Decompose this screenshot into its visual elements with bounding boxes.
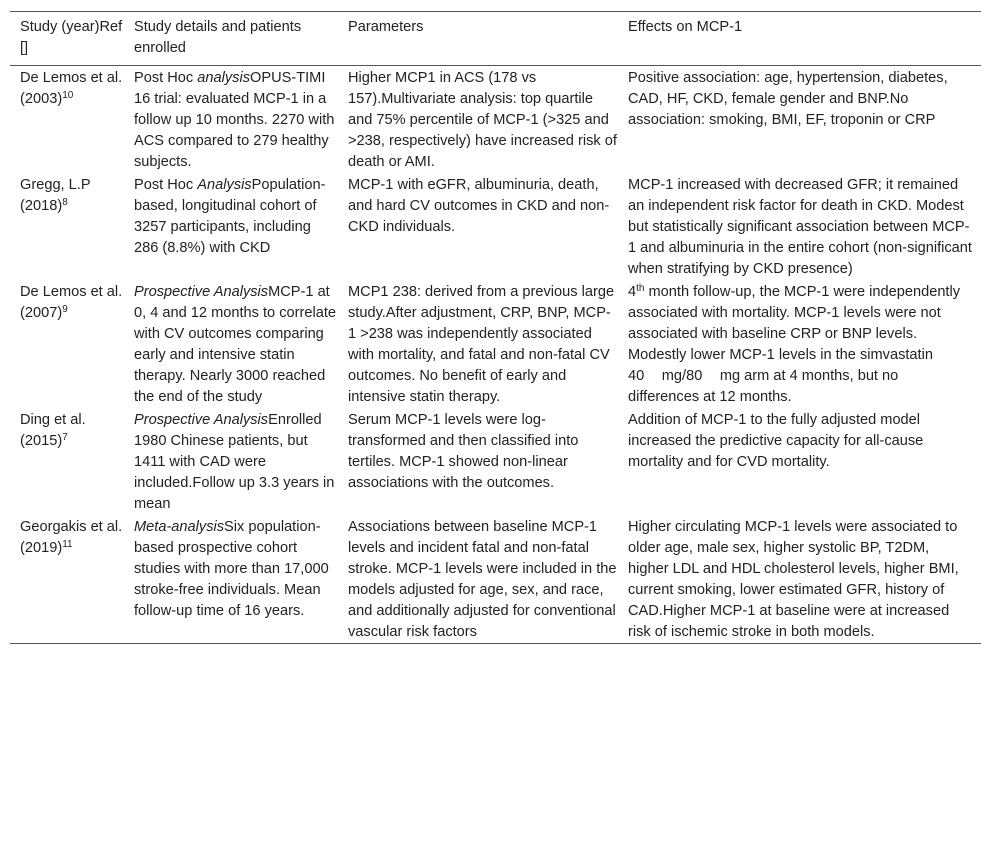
study-name: De Lemos et al. xyxy=(20,70,123,86)
details-text: Population-based, longitudinal cohort of 3257 participants, including 286 (8.8%) with CKD xyxy=(134,177,326,256)
details-text: Six population-based prospective cohort studies with more than 17,000 stroke-free individuals. Mean follow-up time of 16 years. xyxy=(134,519,329,619)
details-text: Enrolled 1980 Chinese patients, but 1411 with CAD were included.Follow up 3.3 years in mean xyxy=(134,412,335,512)
study-year: (2003) xyxy=(20,91,63,107)
details-cell xyxy=(134,515,348,644)
study-year: (2007) xyxy=(20,305,63,321)
study-name: Ding et al. xyxy=(20,412,86,428)
study-cell xyxy=(10,515,134,644)
details-text: MCP-1 at 0, 4 and 12 months to correlate with CV outcomes comparing early and intensive statin therapy. Nearly 3000 reached the end of the study xyxy=(134,284,337,405)
table-row xyxy=(10,173,981,280)
table-row xyxy=(10,408,981,515)
parameters-cell: Serum MCP-1 levels were log-transformed and then classified into tertiles. MCP-1 showed non-linear associations with the outcomes. xyxy=(348,412,579,491)
details-type-italic: analysis xyxy=(197,70,250,86)
study-name: De Lemos et al. xyxy=(20,284,123,300)
study-cell xyxy=(10,280,134,408)
study-name: Georgakis et al. xyxy=(20,519,123,535)
effects-cell: Positive association: age, hypertension, diabetes, CAD, HF, CKD, female gender and BNP.No association: smoking, BMI, EF, troponin or CRP xyxy=(628,70,948,128)
details-type: Post Hoc xyxy=(134,70,198,86)
details-type-italic: Prospective Analysis xyxy=(134,284,269,300)
study-name: Gregg, L.P xyxy=(20,177,91,193)
studies-table xyxy=(10,11,981,644)
details-type: Post Hoc xyxy=(134,177,198,193)
details-cell xyxy=(134,280,348,408)
effects-text-a: month follow-up, the MCP-1 were independently associated with mortality. MCP-1 levels were not associated with baseline CRP or BNP levels. Modestly lower MCP-1 levels in the simvastatin xyxy=(628,284,961,363)
details-type-italic: Meta-analysis xyxy=(134,519,225,535)
parameters-cell: MCP-1 with eGFR, albuminuria, death, and hard CV outcomes in CKD and non-CKD individuals. xyxy=(348,177,610,235)
table-header-row xyxy=(10,12,981,66)
table-row xyxy=(10,515,981,644)
header-parameters: Parameters xyxy=(348,19,424,35)
study-ref: 8 xyxy=(62,197,68,208)
study-ref: 7 xyxy=(62,432,68,443)
details-type-italic: Prospective Analysis xyxy=(134,412,269,428)
header-effects: Effects on MCP-1 xyxy=(628,19,743,35)
effects-cell: Addition of MCP-1 to the fully adjusted model increased the predictive capacity for all-cause mortality and for CVD mortality. xyxy=(628,412,924,470)
details-cell xyxy=(134,66,348,174)
study-ref: 10 xyxy=(62,90,74,101)
header-study: Study (year)Ref [] xyxy=(20,19,123,56)
details-text: OPUS-TIMI 16 trial: evaluated MCP-1 in a follow up 10 months. 2270 with ACS compared to 279 healthy subjects. xyxy=(134,70,335,170)
parameters-cell: Associations between baseline MCP-1 levels and incident fatal and non-fatal stroke. MCP-1 levels were included in the models adjusted for age, sex, and race, and additionally adjusted for conventional vascular risk factors xyxy=(348,519,617,640)
effects-sup: th xyxy=(636,283,645,294)
details-type-italic: Analysis xyxy=(197,177,252,193)
table-row xyxy=(10,66,981,174)
effects-cell: MCP-1 increased with decreased GFR; it remained an independent risk factor for death in CKD. Modest but statistically significant association between MCP-1 and albuminuria in the entire cohort (non-significant when stratifying by CKD presence) xyxy=(628,177,972,277)
study-ref: 9 xyxy=(62,304,68,315)
study-cell xyxy=(10,173,134,280)
study-year: (2018) xyxy=(20,198,63,214)
effects-cell xyxy=(628,280,981,408)
study-cell xyxy=(10,408,134,515)
effects-text-b: 40 mg/80 mg arm at 4 months, but no differences at 12 months. xyxy=(628,368,899,405)
details-cell xyxy=(134,408,348,515)
study-year: (2019) xyxy=(20,540,63,556)
study-cell xyxy=(10,66,134,174)
details-cell xyxy=(134,173,348,280)
study-ref: 11 xyxy=(62,539,73,550)
study-year: (2015) xyxy=(20,433,63,449)
parameters-cell: MCP1 238: derived from a previous large study.After adjustment, CRP, BNP, MCP-1 >238 was independently associated with mortality, and fatal and non-fatal CV outcomes. No benefit of early and intensive statin therapy. xyxy=(348,284,615,405)
header-details: Study details and patients enrolled xyxy=(134,19,302,56)
effects-prefix: 4 xyxy=(628,284,637,300)
table-row xyxy=(10,280,981,408)
parameters-cell: Higher MCP1 in ACS (178 vs 157).Multivariate analysis: top quartile and 75% percentile of MCP-1 (>325 and >238, respectively) have increased risk of death or AMI. xyxy=(348,70,617,170)
effects-cell: Higher circulating MCP-1 levels were associated to older age, male sex, higher systolic BP, T2DM, higher LDL and HDL cholesterol levels, higher BMI, current smoking, lower estimated GFR, history of CAD.Higher MCP-1 at baseline were at increased risk of ischemic stroke in both models. xyxy=(628,519,959,640)
